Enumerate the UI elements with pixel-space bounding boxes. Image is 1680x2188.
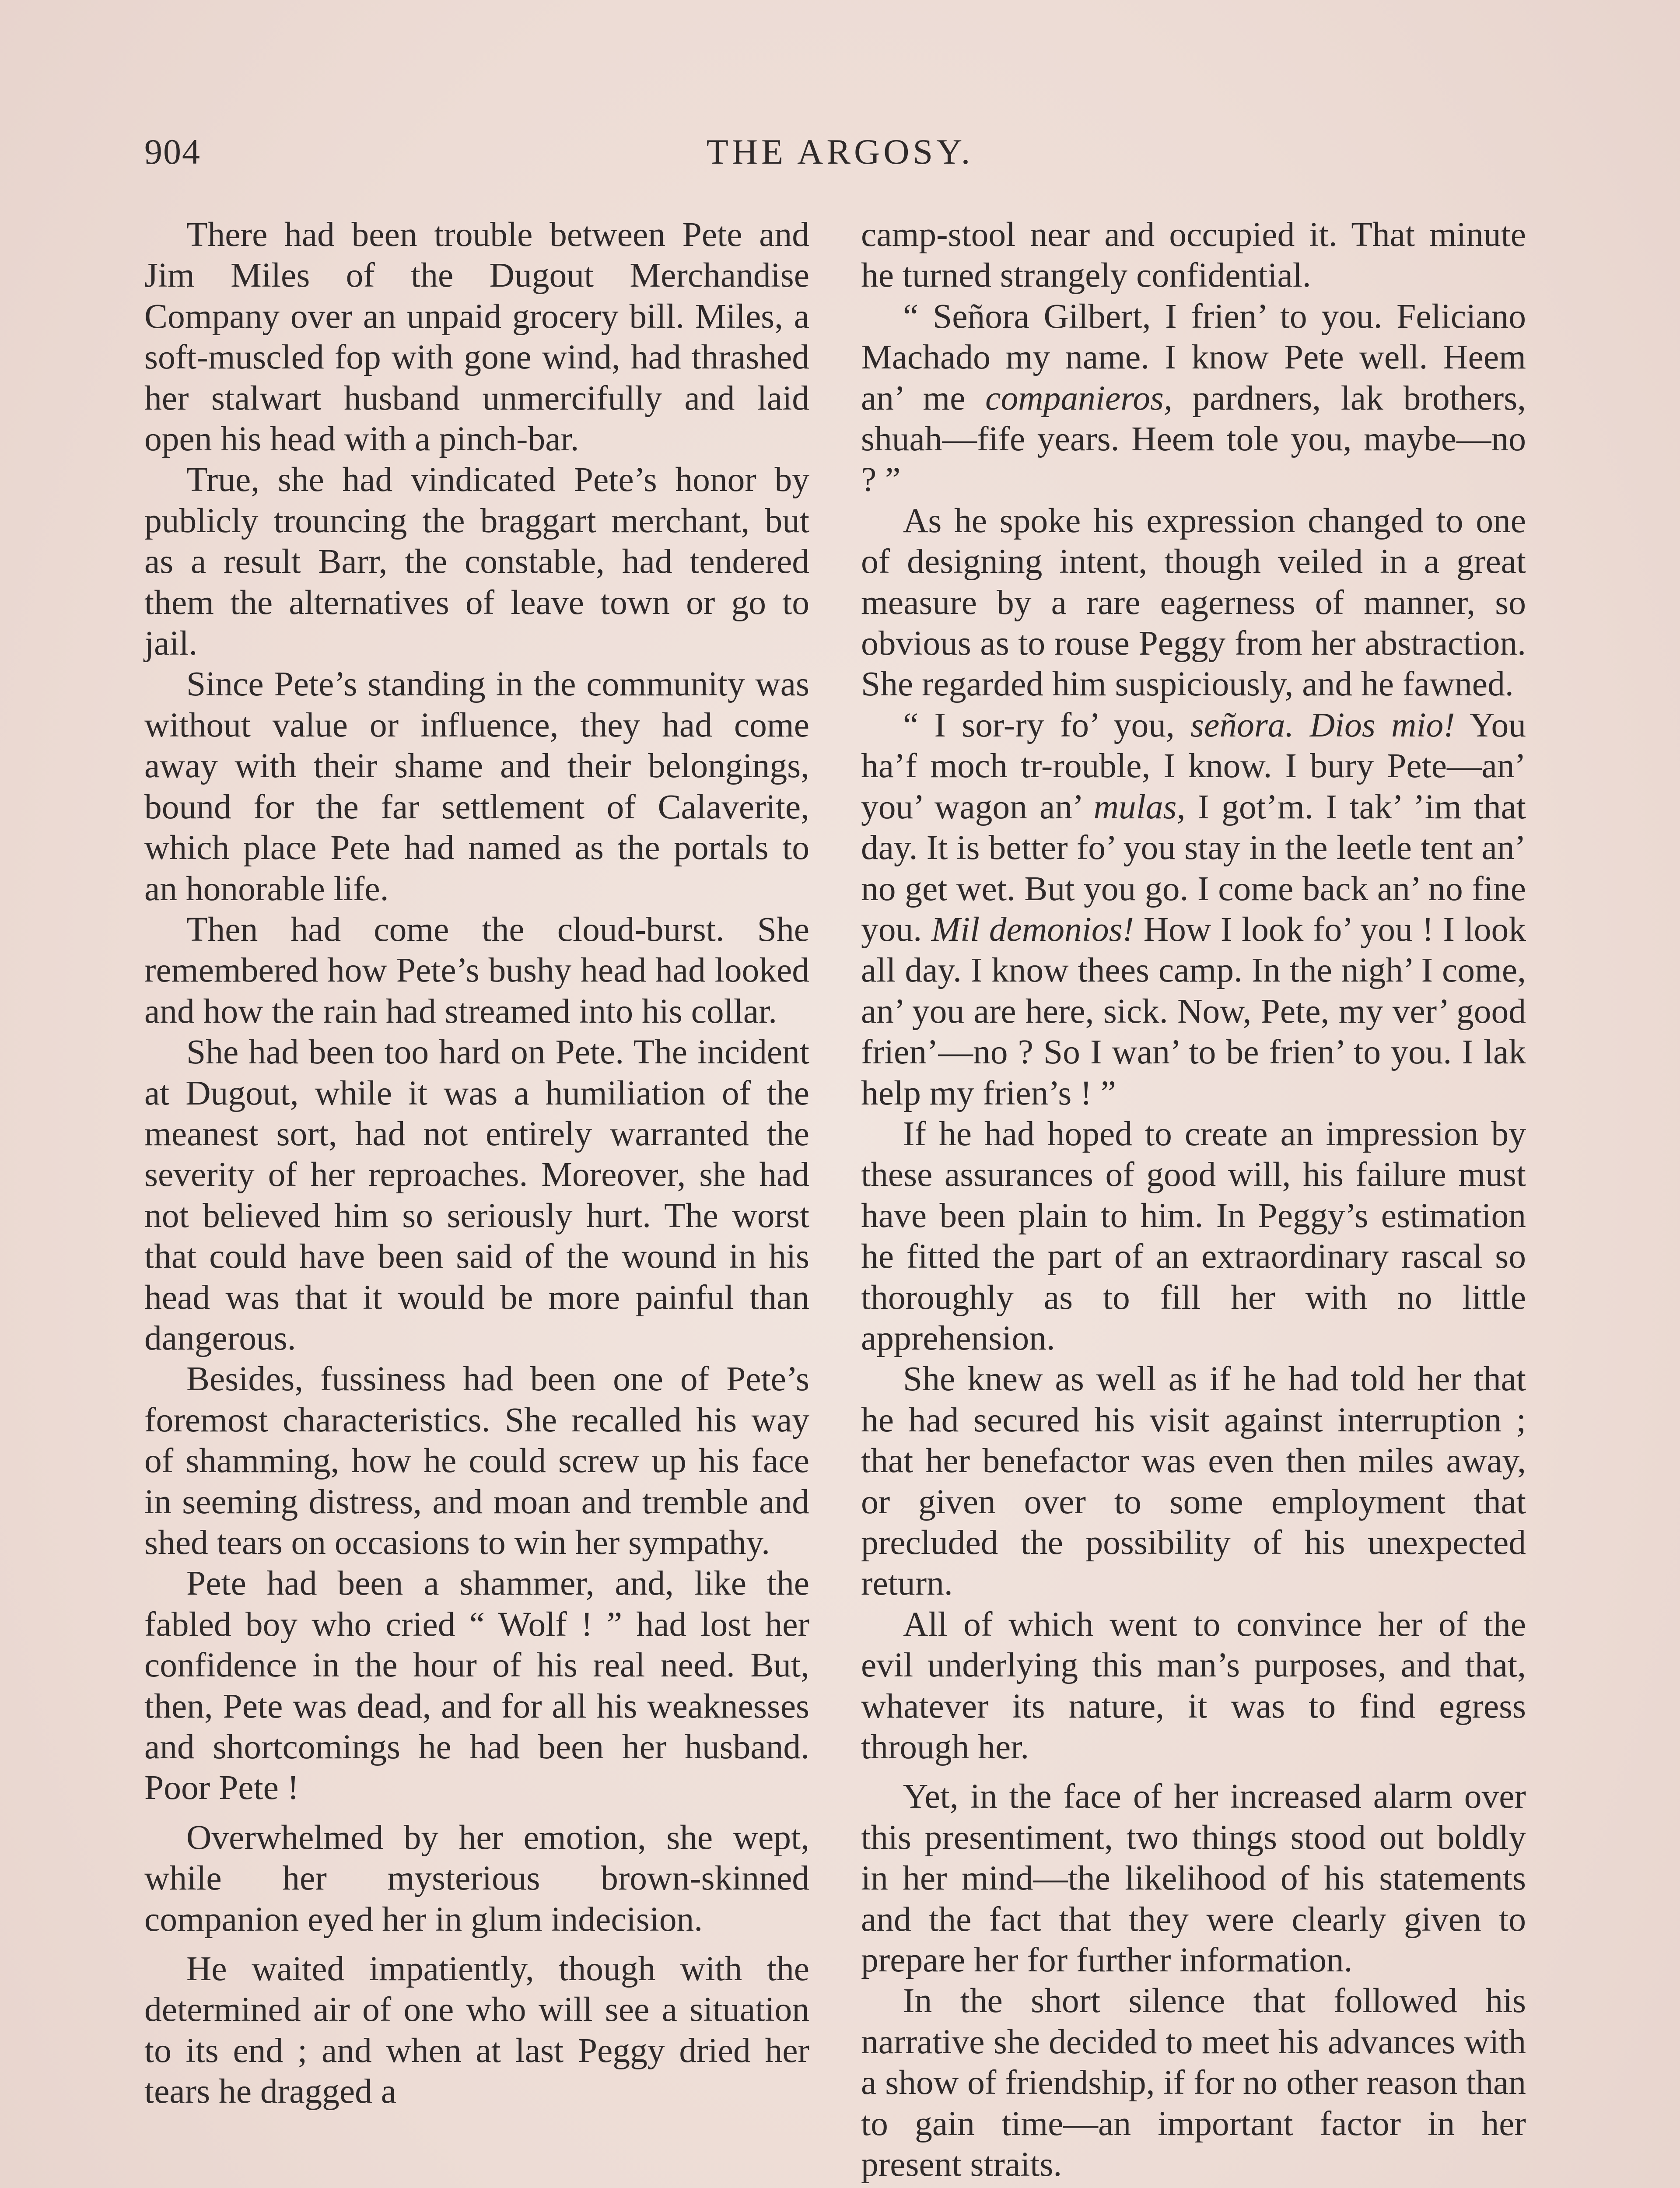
- paragraph: He waited impatiently, though with the determined air of one who will see a situation to its end ; and when at last Peggy dried her tears he dragged a: [144, 1950, 809, 2111]
- paragraph: Then had come the cloud-burst. She remembered how Pete’s bushy head had looked and how the rain had streamed into his collar.: [144, 910, 809, 1031]
- italic-text: companieros,: [985, 379, 1172, 417]
- paragraph: Pete had been a shammer, and, like the fabled boy who cried “ Wolf ! ” had lost her confidence in the hour of his real need. But, then, Pete was dead, and for all his weaknesses and shortcomings he had been her husband. Poor Pete !: [144, 1564, 809, 1807]
- left-column: [144, 214, 809, 2112]
- paragraph: She had been too hard on Pete. The incident at Dugout, while it was a humiliation of the meanest sort, had not entirely warranted the severity of her reproaches. Moreover, she had not believed him so seriously hurt. The worst that could have been said of the wound in his head was that it would be more painful than dangerous.: [144, 1033, 809, 1357]
- paragraph: As he spoke his expression changed to one of designing intent, though veiled in a great measure by a rare eagerness of manner, so obvious as to rouse Peggy from her abstraction. She regarded him suspiciously, and he fawned.: [861, 501, 1526, 704]
- paragraph: She knew as well as if he had told her that he had secured his visit against interruption ; that her benefactor was even then miles away, or given over to some employment that precluded the possibility of his unexpected return.: [861, 1360, 1526, 1603]
- text-run: You ha’f moch tr-rouble, I know. I bury Pete—an’ you’ wagon an’: [861, 705, 1526, 826]
- paragraph-continuation: camp-stool near and occupied it. That minute he turned strangely confidential.: [861, 215, 1526, 295]
- page-number: 904: [144, 132, 201, 172]
- paragraph: Besides, fussiness had been one of Pete’s foremost characteristics. She recalled his way of shamming, how he could screw up his face in seeming distress, and moan and tremble and shed tears on occasions to win her sympathy.: [144, 1360, 809, 1562]
- paragraph-dialogue: [861, 705, 1526, 1114]
- paragraph: True, she had vindicated Pete’s honor by publicly trouncing the braggart merchant, but as a result Barr, the constable, had tendered them the alternatives of leave town or go to jail.: [144, 460, 809, 663]
- text-run: “ I sor-ry fo’ you,: [903, 705, 1191, 744]
- page-header: [144, 131, 1536, 193]
- running-head: THE ARGOSY.: [706, 132, 974, 172]
- paragraph: All of which went to convince her of the evil underlying this man’s purposes, and that, whatever its nature, it was to find egress through her.: [861, 1605, 1526, 1767]
- paragraph: Since Pete’s standing in the community was without value or influence, they had come away with their shame and their belongings, bound for the far settlement of Calaverite, which place Pete had named as the portals to an honorable life.: [144, 665, 809, 908]
- paragraph: Overwhelmed by her emotion, she wept, while her mysterious brown-skinned companion eyed her in glum indecision.: [144, 1818, 809, 1939]
- paragraph: Yet, in the face of her increased alarm over this presentiment, two things stood out boldly in her mind—the likelihood of his statements and the fact that they were clearly given to prepare her for further information.: [861, 1777, 1526, 1980]
- italic-text: mulas,: [1093, 787, 1186, 826]
- right-column: [861, 214, 1526, 2185]
- text-run: How I look fo’ you ! I look all day. I know thees camp. In the nigh’ I come, an’ you are here, sick. Now, Pete, my ver’ good frien’—no ? So I wan’ to be frien’ to you. I lak help my frien’s ! ”: [861, 910, 1526, 1112]
- text-run: I got’m. I tak’ ’im that day. It is better fo’ you stay in the leetle tent an’ no get wet. But you go. I come back an’ no fine you.: [861, 787, 1526, 949]
- italic-text: señora. Dios mio!: [1190, 705, 1455, 744]
- text-run: pardners, lak brothers, shuah—fife years. Heem tole you, maybe—no ? ”: [861, 379, 1526, 499]
- paragraph: If he had hoped to create an impression by these assurances of good will, his failure must have been plain to him. In Peggy’s estimation he fitted the part of an extraordinary rascal so thoroughly as to fill her with no little apprehension.: [861, 1114, 1526, 1357]
- text-run: “ Señora Gilbert, I frien’ to you. Feliciano Machado my name. I know Pete well. Heem an’ me: [861, 297, 1526, 417]
- italic-text: Mil demonios!: [931, 910, 1134, 949]
- paragraph-dialogue: [861, 296, 1526, 501]
- paragraph: There had been trouble between Pete and Jim Miles of the Dugout Merchandise Company over an unpaid grocery bill. Miles, a soft-muscled fop with gone wind, had thrashed her stalwart husband unmercifully and laid open his head with a pinch-bar.: [144, 215, 809, 459]
- paragraph: In the short silence that followed his narrative she decided to meet his advances with a show of friendship, if for no other reason than to gain time—an important factor in her present straits.: [861, 1981, 1526, 2184]
